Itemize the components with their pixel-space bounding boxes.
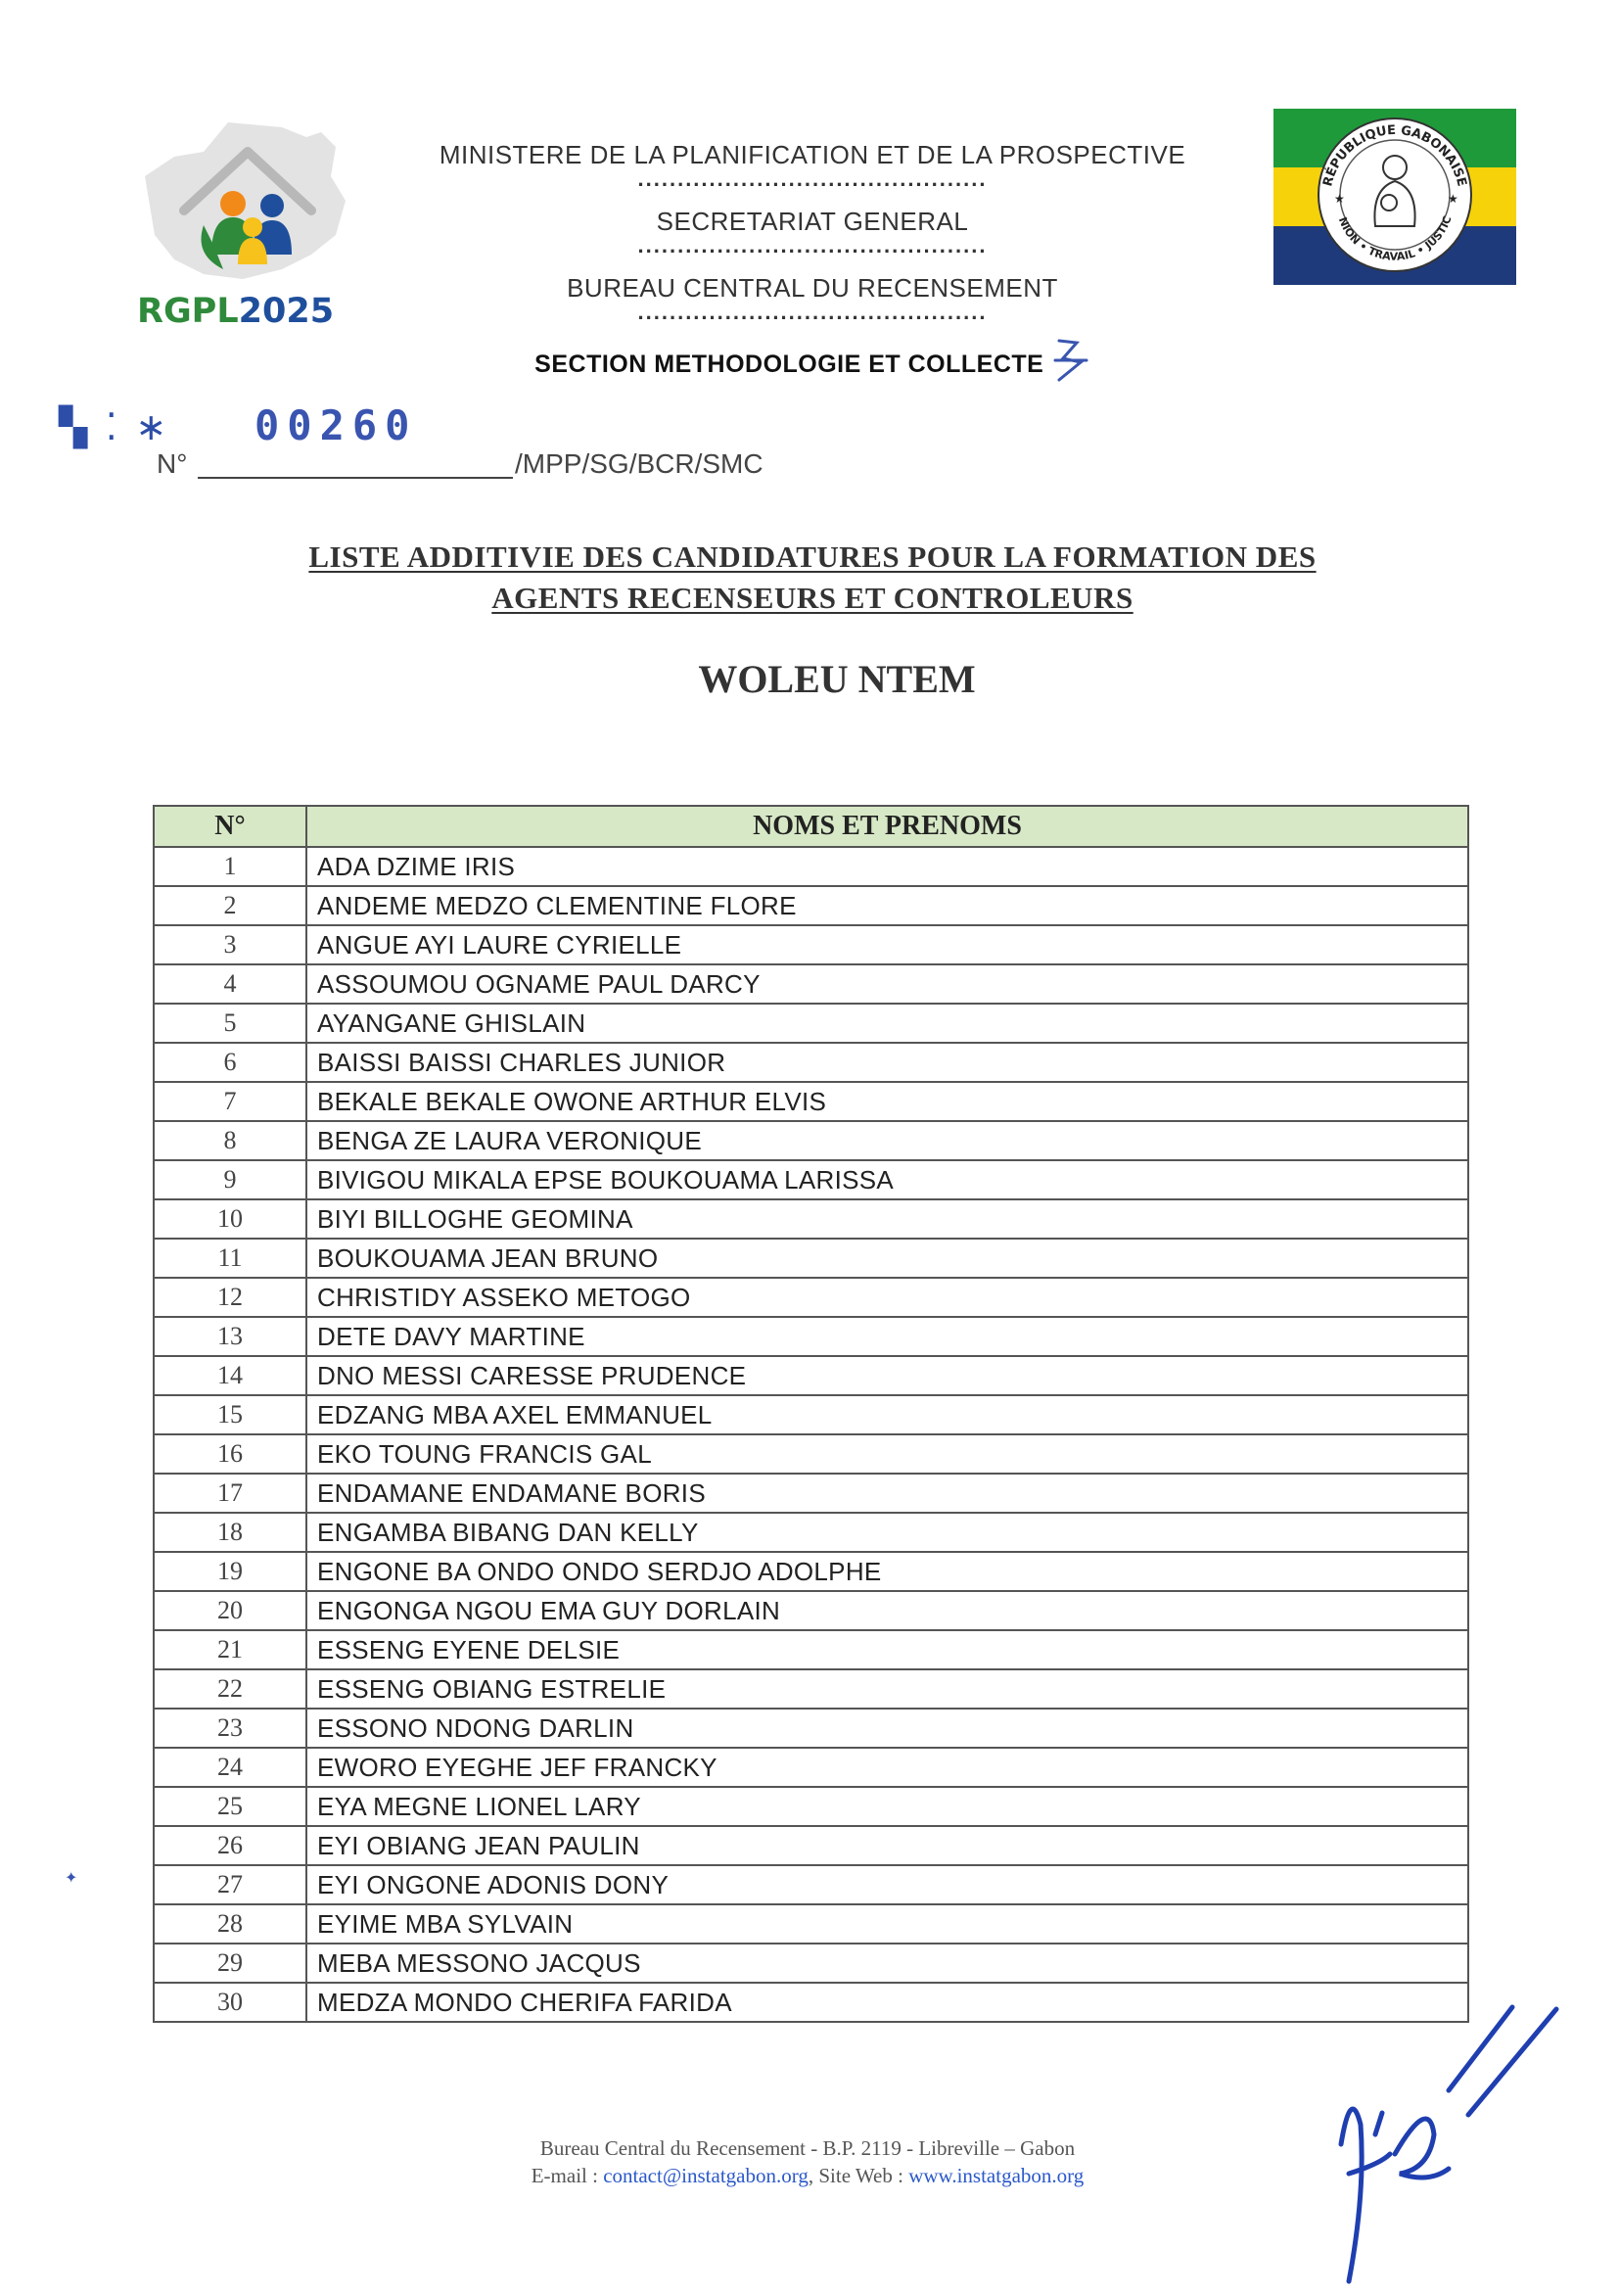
candidate-name: ADA DZIME IRIS	[306, 847, 1468, 886]
candidate-name: EDZANG MBA AXEL EMMANUEL	[306, 1395, 1468, 1434]
candidate-name: BAISSI BAISSI CHARLES JUNIOR	[306, 1043, 1468, 1082]
gabon-seal-graphic	[1273, 109, 1516, 285]
initial-mark-icon	[1051, 337, 1090, 386]
candidate-name: ANGUE AYI LAURE CYRIELLE	[306, 925, 1468, 964]
section-name-text: SECTION METHODOLOGIE ET COLLECTE	[534, 351, 1044, 378]
title-line-1: LISTE ADDITIVIE DES CANDIDATURES POUR LA FORMATION DES	[308, 539, 1317, 574]
row-number: 2	[154, 886, 306, 925]
row-number: 16	[154, 1434, 306, 1474]
row-number: 11	[154, 1239, 306, 1278]
candidate-name: EYA MEGNE LIONEL LARY	[306, 1787, 1468, 1826]
secretariat-name: SECRETARIAT GENERAL	[656, 207, 969, 236]
table-row	[154, 925, 1468, 964]
table-row	[154, 1317, 1468, 1356]
table-row	[154, 1082, 1468, 1121]
table-row	[154, 1630, 1468, 1669]
candidate-name: BIYI BILLOGHE GEOMINA	[306, 1199, 1468, 1239]
row-number: 5	[154, 1004, 306, 1043]
footer-contact	[294, 2162, 1321, 2189]
row-number: 12	[154, 1278, 306, 1317]
bureau-name: BUREAU CENTRAL DU RECENSEMENT	[567, 273, 1058, 303]
seal-star-icon: ★	[1334, 192, 1345, 206]
gabon-flag-seal	[1273, 109, 1516, 285]
candidate-name: ANDEME MEDZO CLEMENTINE FLORE	[306, 886, 1468, 925]
row-number: 29	[154, 1944, 306, 1983]
title-line-2: AGENTS RECENSEURS ET CONTROLEURS	[491, 581, 1133, 615]
candidates-table	[153, 805, 1469, 2023]
ministry-name: MINISTERE DE LA PLANIFICATION ET DE LA PROSPECTIVE	[439, 140, 1186, 169]
rgpl-logo	[135, 108, 360, 343]
column-header-number: N°	[154, 806, 306, 847]
candidate-name: MEBA MESSONO JACQUS	[306, 1944, 1468, 1983]
candidate-name: BENGA ZE LAURA VERONIQUE	[306, 1121, 1468, 1160]
table-row	[154, 1865, 1468, 1904]
reference-number	[59, 401, 763, 480]
signature-graphic	[1321, 1997, 1576, 2291]
table-header-row	[154, 806, 1468, 847]
candidate-name: EKO TOUNG FRANCIS GAL	[306, 1434, 1468, 1474]
table-row	[154, 1239, 1468, 1278]
row-number: 7	[154, 1082, 306, 1121]
dotted-separator: ............................................	[637, 300, 988, 324]
dotted-separator: ............................................	[637, 166, 988, 191]
table-row	[154, 886, 1468, 925]
row-number: 10	[154, 1199, 306, 1239]
row-number: 19	[154, 1552, 306, 1591]
region-heading: WOLEU NTEM	[698, 657, 976, 701]
table-row	[154, 847, 1468, 886]
rgpl-logo-graphic	[135, 108, 360, 289]
row-number: 28	[154, 1904, 306, 1944]
row-number: 15	[154, 1395, 306, 1434]
row-number: 9	[154, 1160, 306, 1199]
row-number: 20	[154, 1591, 306, 1630]
candidate-name: DNO MESSI CARESSE PRUDENCE	[306, 1356, 1468, 1395]
reference-label: N°	[157, 448, 188, 479]
section-name	[411, 337, 1214, 378]
candidate-name: EYI OBIANG JEAN PAULIN	[306, 1826, 1468, 1865]
table-row	[154, 1944, 1468, 1983]
row-number: 21	[154, 1630, 306, 1669]
candidate-name: MEDZA MONDO CHERIFA FARIDA	[306, 1983, 1468, 2022]
row-number: 30	[154, 1983, 306, 2022]
candidate-name: EWORO EYEGHE JEF FRANCKY	[306, 1748, 1468, 1787]
seal-top-text: RÉPUBLIQUE GABONAISE	[1320, 122, 1469, 189]
row-number: 25	[154, 1787, 306, 1826]
candidate-name: ASSOUMOU OGNAME PAUL DARCY	[306, 964, 1468, 1004]
table-row	[154, 1278, 1468, 1317]
logo-text-year: 2025	[238, 292, 335, 331]
logo-text-rgpl: RGPL	[137, 292, 239, 331]
table-row	[154, 1121, 1468, 1160]
seal-star-icon: ★	[1448, 192, 1458, 206]
row-number: 22	[154, 1669, 306, 1709]
table-row	[154, 1552, 1468, 1591]
rgpl-logo-text	[137, 292, 334, 331]
reference-underline	[198, 477, 513, 479]
row-number: 27	[154, 1865, 306, 1904]
table-row	[154, 964, 1468, 1004]
table-row	[154, 1826, 1468, 1865]
candidate-name: AYANGANE GHISLAIN	[306, 1004, 1468, 1043]
table-row	[154, 1591, 1468, 1630]
table-row	[154, 1004, 1468, 1043]
row-number: 23	[154, 1709, 306, 1748]
row-number: 4	[154, 964, 306, 1004]
column-header-names: NOMS ET PRENOMS	[306, 806, 1468, 847]
row-number: 6	[154, 1043, 306, 1082]
table-row	[154, 1474, 1468, 1513]
stamp-number: 00260	[254, 401, 418, 449]
table-row	[154, 1787, 1468, 1826]
row-number: 14	[154, 1356, 306, 1395]
row-number: 1	[154, 847, 306, 886]
table-row	[154, 1513, 1468, 1552]
candidate-name: ESSENG EYENE DELSIE	[306, 1630, 1468, 1669]
seal-bottom-text: NION • TRAVAIL • JUSTIC	[1335, 213, 1455, 263]
table-row	[154, 1669, 1468, 1709]
reference-suffix: /MPP/SG/BCR/SMC	[515, 448, 763, 479]
document-title	[196, 537, 1429, 619]
table-row	[154, 1395, 1468, 1434]
row-number: 8	[154, 1121, 306, 1160]
table-row	[154, 1434, 1468, 1474]
candidate-name: ENGAMBA BIBANG DAN KELLY	[306, 1513, 1468, 1552]
row-number: 24	[154, 1748, 306, 1787]
email-label: E-mail :	[531, 2164, 604, 2187]
candidate-name: BOUKOUAMA JEAN BRUNO	[306, 1239, 1468, 1278]
footer-address: Bureau Central du Recensement - B.P. 2119 - Libreville – Gabon	[539, 2136, 1076, 2160]
dotted-separator: ............................................	[637, 233, 988, 258]
table-row	[154, 1160, 1468, 1199]
candidate-name: ESSONO NDONG DARLIN	[306, 1709, 1468, 1748]
website-link[interactable]: www.instatgabon.org	[908, 2164, 1085, 2187]
site-label: , Site Web :	[808, 2164, 909, 2187]
table-row	[154, 1199, 1468, 1239]
row-number: 13	[154, 1317, 306, 1356]
table-row	[154, 1983, 1468, 2022]
handwritten-signature	[1321, 1997, 1576, 2296]
footer	[294, 2134, 1321, 2189]
table-row	[154, 1709, 1468, 1748]
candidate-name: BIVIGOU MIKALA EPSE BOUKOUAMA LARISSA	[306, 1160, 1468, 1199]
candidate-name: ENGONE BA ONDO ONDO SERDJO ADOLPHE	[306, 1552, 1468, 1591]
table-row	[154, 1748, 1468, 1787]
candidate-name: ESSENG OBIANG ESTRELIE	[306, 1669, 1468, 1709]
row-number: 18	[154, 1513, 306, 1552]
row-number: 3	[154, 925, 306, 964]
table-row	[154, 1043, 1468, 1082]
ink-dot-icon: ✦	[65, 1870, 78, 1887]
email-link[interactable]: contact@instatgabon.org	[603, 2164, 809, 2187]
candidate-name: ENDAMANE ENDAMANE BORIS	[306, 1474, 1468, 1513]
ministry-header	[411, 137, 1214, 378]
candidate-name: EYIME MBA SYLVAIN	[306, 1904, 1468, 1944]
row-number: 17	[154, 1474, 306, 1513]
candidate-name: DETE DAVY MARTINE	[306, 1317, 1468, 1356]
row-number: 26	[154, 1826, 306, 1865]
table-row	[154, 1904, 1468, 1944]
candidate-name: EYI ONGONE ADONIS DONY	[306, 1865, 1468, 1904]
candidate-name: ENGONGA NGOU EMA GUY DORLAIN	[306, 1591, 1468, 1630]
candidate-name: BEKALE BEKALE OWONE ARTHUR ELVIS	[306, 1082, 1468, 1121]
table-row	[154, 1356, 1468, 1395]
stamp-ink-icon: ▚ ⁚ ∗	[59, 407, 171, 448]
candidate-name: CHRISTIDY ASSEKO METOGO	[306, 1278, 1468, 1317]
